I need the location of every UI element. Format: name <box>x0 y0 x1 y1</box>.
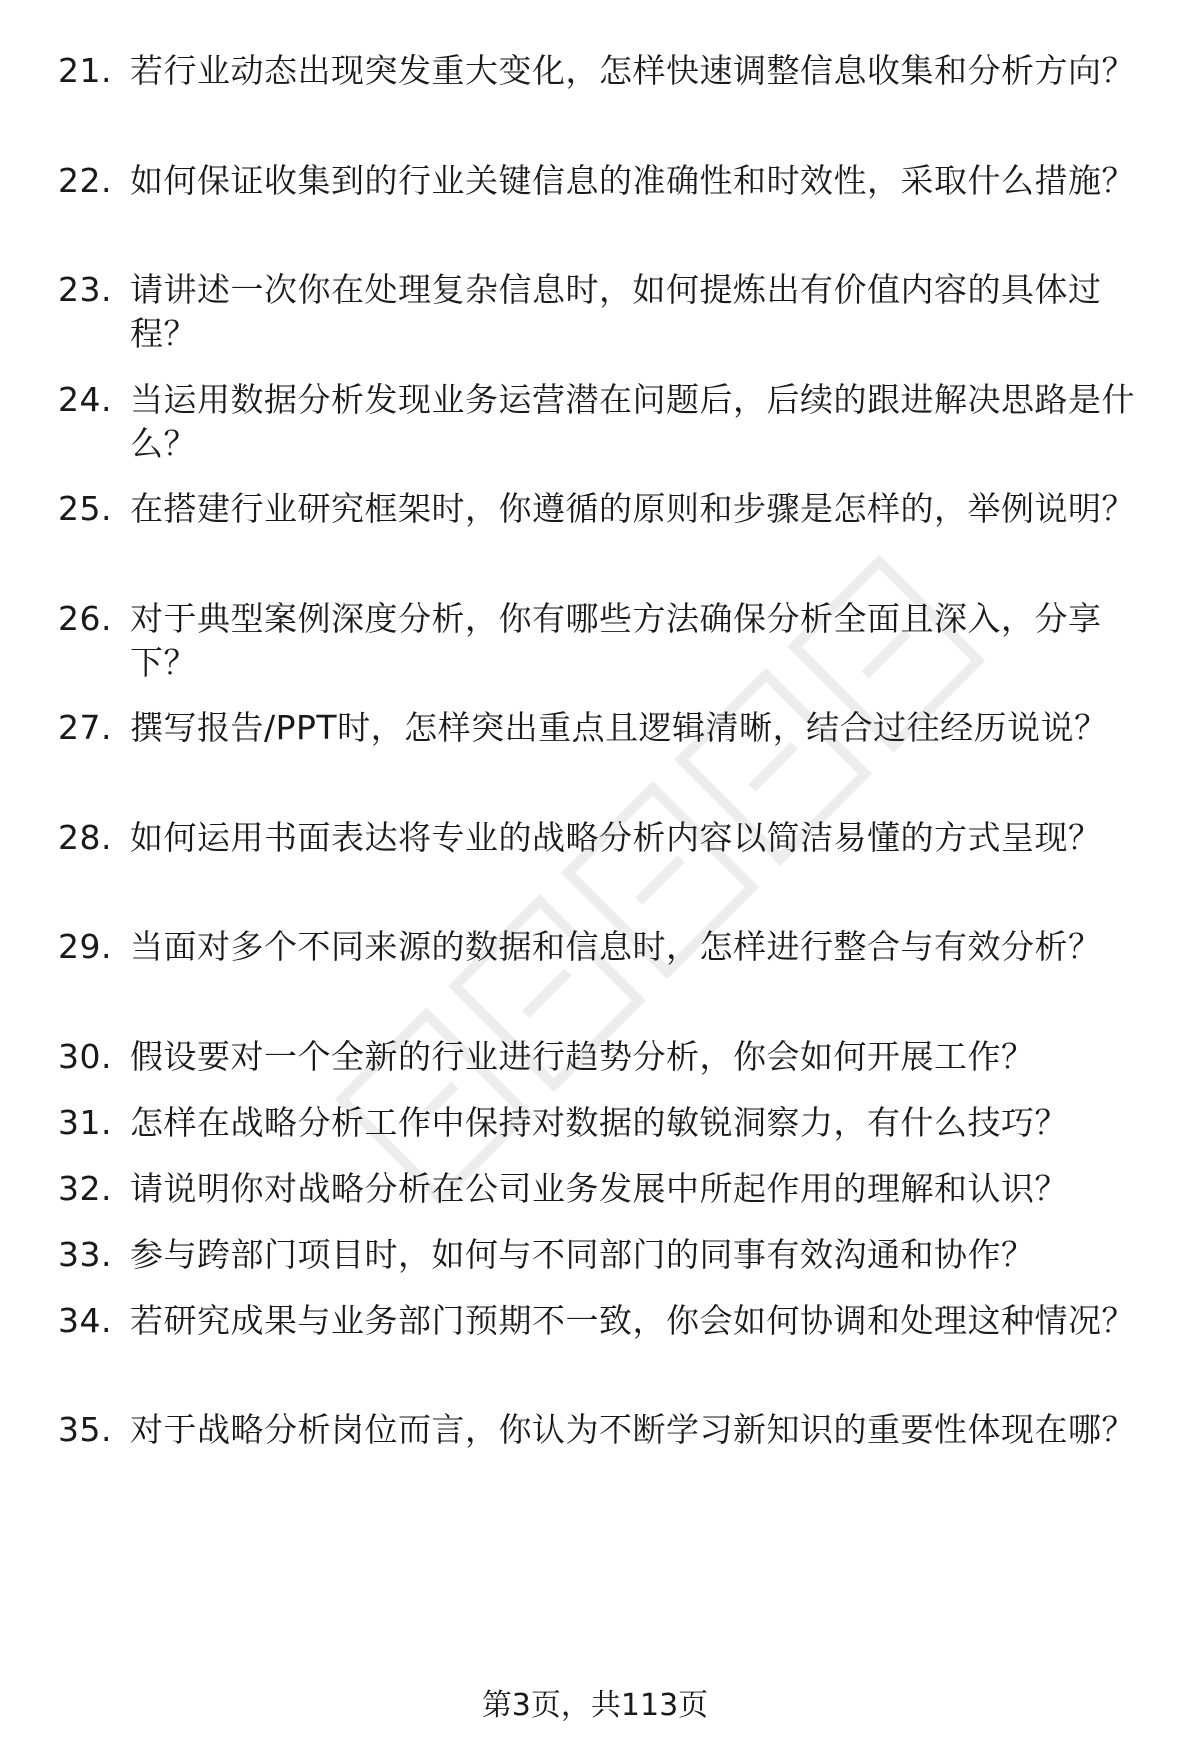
question-text: 对于战略分析岗位而言，你认为不断学习新知识的重要性体现在哪？ <box>130 1410 1135 1449</box>
question-number: 21. <box>58 51 112 90</box>
question-number: 25. <box>58 489 112 528</box>
question-number: 31. <box>58 1103 112 1142</box>
question-text: 对于典型案例深度分析，你有哪些方法确保分析全面且深入，分享下？ <box>130 599 1102 682</box>
question-number: 23. <box>58 270 112 309</box>
question-text: 如何运用书面表达将专业的战略分析内容以简洁易懂的方式呈现？ <box>130 818 1102 857</box>
question-text: 请说明你对战略分析在公司业务发展中所起作用的理解和认识？ <box>130 1169 1068 1208</box>
question-text: 请讲述一次你在处理复杂信息时，如何提炼出有价值内容的具体过程？ <box>130 270 1102 353</box>
question-number: 30. <box>58 1037 112 1076</box>
question-number: 22. <box>58 161 112 200</box>
question-number: 27. <box>58 708 112 747</box>
question-text: 撰写报告/PPT时，怎样突出重点且逻辑清晰，结合过往经历说说？ <box>130 708 1108 747</box>
question-number: 24. <box>58 380 112 419</box>
question-text: 怎样在战略分析工作中保持对数据的敏锐洞察力，有什么技巧？ <box>130 1103 1068 1142</box>
question-number: 26. <box>58 599 112 638</box>
question-text: 当运用数据分析发现业务运营潜在问题后，后续的跟进解决思路是什么？ <box>130 380 1135 463</box>
question-text: 当面对多个不同来源的数据和信息时，怎样进行整合与有效分析？ <box>130 927 1102 966</box>
question-number: 33. <box>58 1235 112 1274</box>
question-text: 假设要对一个全新的行业进行趋势分析，你会如何开展工作？ <box>130 1037 1035 1076</box>
question-number: 29. <box>58 927 112 966</box>
page-indicator: 第3页，共113页 <box>481 1688 709 1723</box>
question-text: 若研究成果与业务部门预期不一致，你会如何协调和处理这种情况？ <box>130 1301 1135 1340</box>
question-text: 如何保证收集到的行业关键信息的准确性和时效性，采取什么措施？ <box>130 161 1135 200</box>
question-text: 在搭建行业研究框架时，你遵循的原则和步骤是怎样的，举例说明？ <box>130 489 1135 528</box>
question-number: 28. <box>58 818 112 857</box>
question-number: 34. <box>58 1301 112 1340</box>
question-number: 32. <box>58 1169 112 1208</box>
question-text: 参与跨部门项目时，如何与不同部门的同事有效沟通和协作？ <box>130 1235 1035 1274</box>
question-number: 35. <box>58 1410 112 1449</box>
question-text: 若行业动态出现突发重大变化，怎样快速调整信息收集和分析方向？ <box>130 51 1135 90</box>
